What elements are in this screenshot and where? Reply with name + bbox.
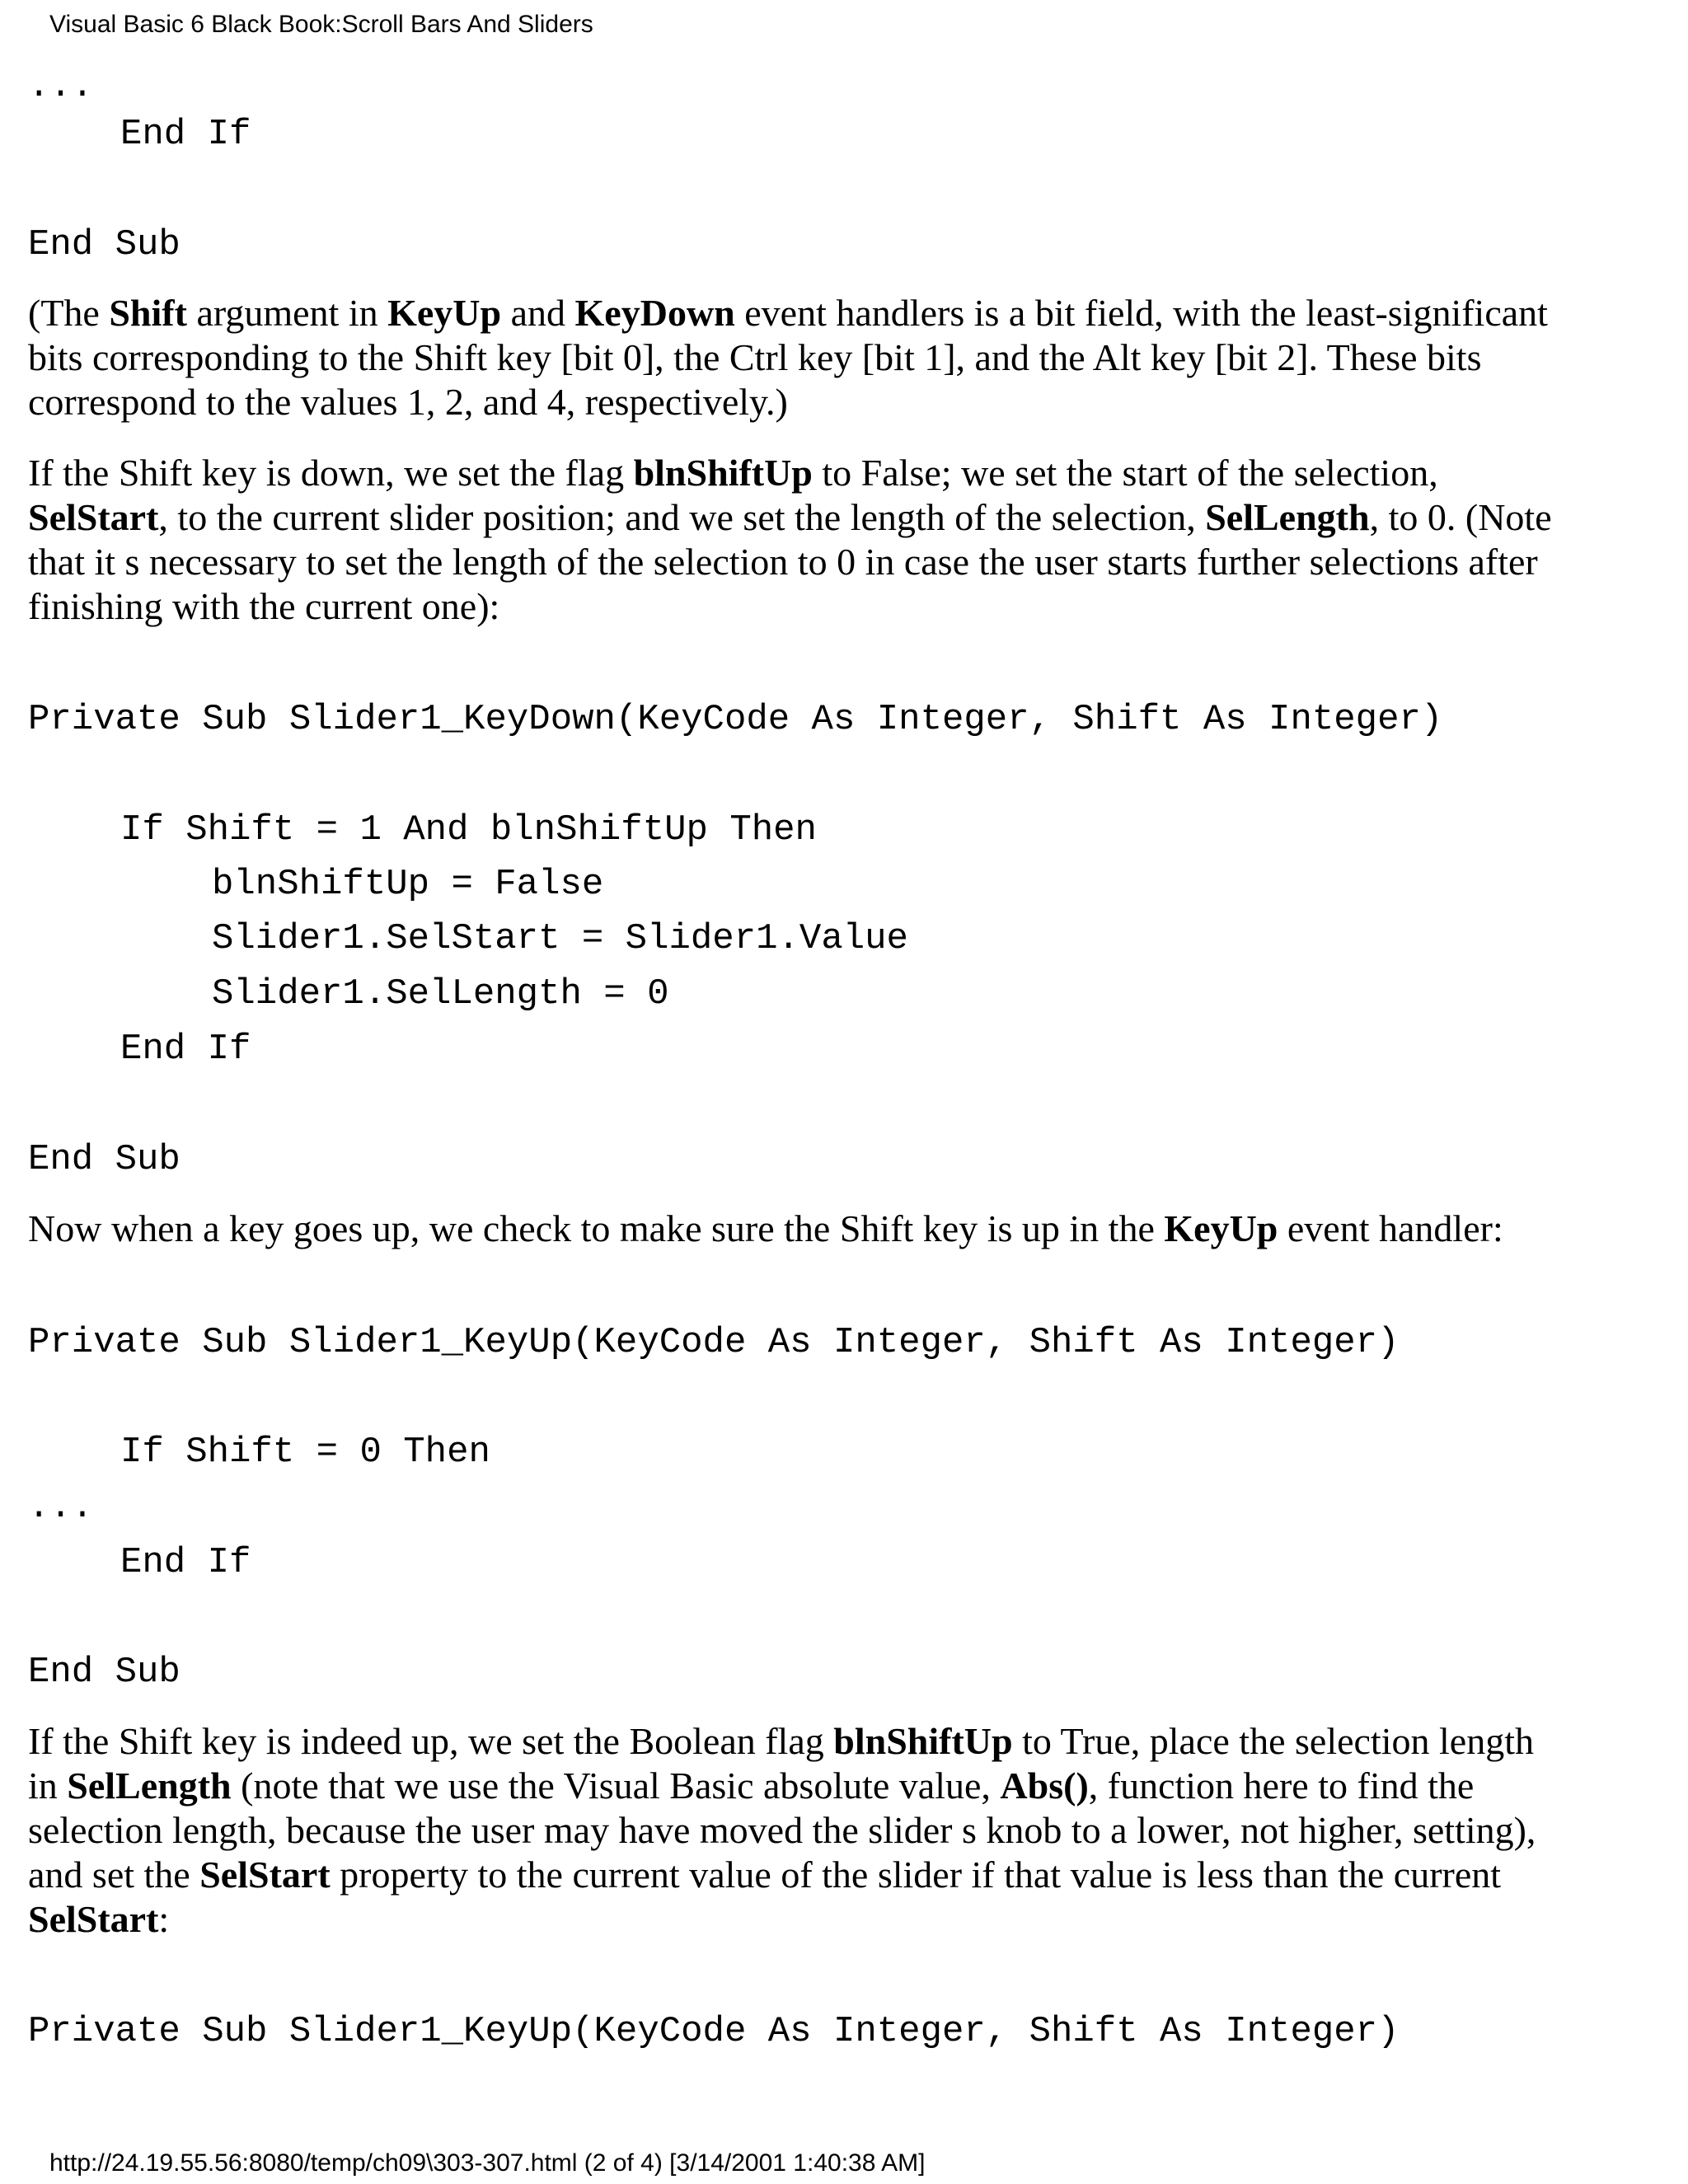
- code-line: blnShiftUp = False: [212, 864, 604, 905]
- bold-term: SelLength: [1205, 496, 1370, 538]
- paragraph-shift-up: If the Shift key is indeed up, we set the Boolean flag blnShiftUp to True, place the selection length in SelLength (note that we use the Visual Basic absolute value, Abs(), function here to find the selection length, because the user may have moved the slider s knob to a lower, not higher, setting), and set the SelStart property to the current value of the slider if that value is less than the current SelStart:: [28, 1720, 1536, 1940]
- bold-term: Shift: [109, 292, 187, 334]
- bold-term: SelStart: [28, 496, 159, 538]
- paragraph-shift-down: If the Shift key is down, we set the flag blnShiftUp to False; we set the start of the selection, SelStart, to the current slider position; and we set the length of the selection, SelLength, to 0. (Note that it s necessary to set the length of the selection to 0 in case the user starts further selections after finishing with the current one):: [28, 452, 1552, 627]
- page-header: Visual Basic 6 Black Book:Scroll Bars And Sliders: [49, 11, 593, 38]
- code-sub-keyup: Private Sub Slider1_KeyUp(KeyCode As Integer, Shift As Integer): [28, 2011, 1400, 2052]
- code-ellipsis: ...: [28, 66, 94, 107]
- code-end-sub: End Sub: [28, 1652, 181, 1693]
- code-if-line: If Shift = 1 And blnShiftUp Then: [120, 809, 817, 851]
- bold-term: KeyUp: [387, 292, 502, 334]
- code-end-if: End If: [120, 1029, 251, 1070]
- code-end-sub: End Sub: [28, 1139, 181, 1180]
- bold-term: SelLength: [67, 1765, 232, 1807]
- code-if-line: If Shift = 0 Then: [120, 1432, 490, 1473]
- page-footer-url: http://24.19.55.56:8080/temp/ch09\303-307.html (2 of 4) [3/14/2001 1:40:38 AM]: [49, 2149, 926, 2177]
- code-end-if: End If: [120, 114, 251, 155]
- bold-term: SelStart: [28, 1898, 159, 1940]
- bold-term: blnShiftUp: [833, 1720, 1013, 1762]
- bold-term: blnShiftUp: [633, 452, 813, 494]
- bold-term: KeyDown: [574, 292, 735, 334]
- bold-term: KeyUp: [1164, 1207, 1278, 1249]
- paragraph-shift-argument: (The Shift argument in KeyUp and KeyDown event handlers is a bit field, with the least-significant bits corresponding to the Shift key [bit 0], the Ctrl key [bit 1], and the Alt key [bit 2]. These bits correspond to the values 1, 2, and 4, respectively.): [28, 292, 1548, 423]
- code-line: Slider1.SelLength = 0: [212, 973, 669, 1015]
- code-line: Slider1.SelStart = Slider1.Value: [212, 918, 908, 959]
- paragraph-keyup-check: Now when a key goes up, we check to make sure the Shift key is up in the KeyUp event handler:: [28, 1207, 1503, 1249]
- code-end-if: End If: [120, 1542, 251, 1583]
- code-end-sub: End Sub: [28, 224, 181, 265]
- bold-term: SelStart: [199, 1854, 331, 1896]
- code-sub-keyup: Private Sub Slider1_KeyUp(KeyCode As Integer, Shift As Integer): [28, 1322, 1400, 1363]
- bold-term: Abs(): [1000, 1765, 1089, 1807]
- code-sub-keydown: Private Sub Slider1_KeyDown(KeyCode As Integer, Shift As Integer): [28, 699, 1443, 740]
- code-ellipsis: ...: [28, 1487, 94, 1528]
